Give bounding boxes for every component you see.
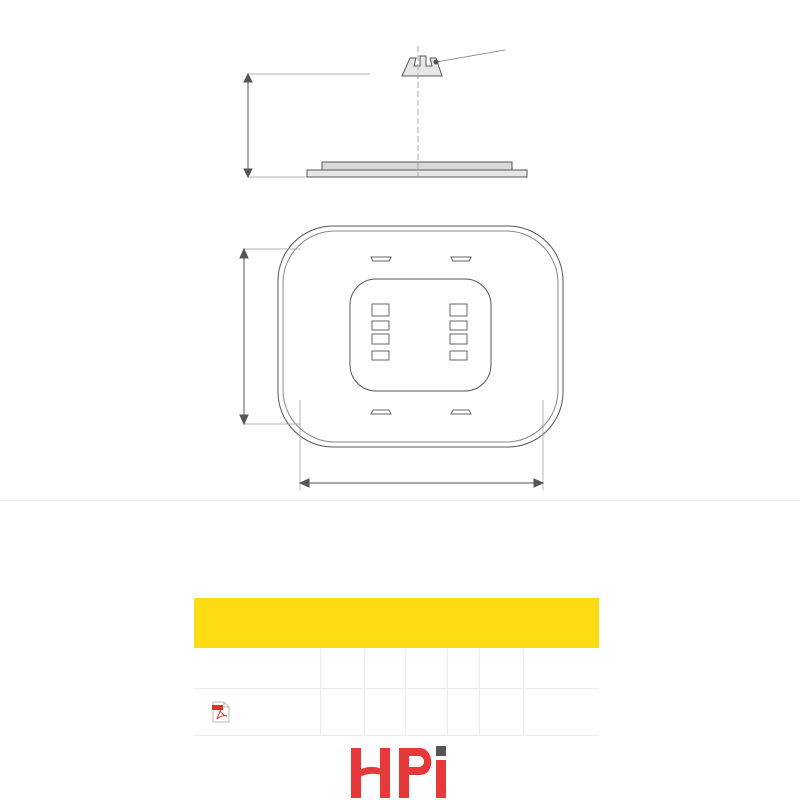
weight-value: [523, 689, 599, 736]
table-row: [194, 689, 599, 736]
pdf-icon[interactable]: [212, 701, 230, 723]
empty-header-cell: [194, 648, 320, 689]
section-divider: [0, 500, 800, 501]
column-header-row: [194, 648, 599, 689]
column-header-d: [479, 648, 523, 689]
column-header-weight: [523, 648, 599, 689]
top-view-drawing: [278, 226, 563, 447]
column-header-typ: [320, 648, 364, 689]
d-value: [479, 689, 523, 736]
c-value: [447, 689, 479, 736]
hpi-logo: [348, 745, 452, 800]
dimensions-header: [320, 598, 599, 648]
column-header-b: [405, 648, 447, 689]
product-symbol-header: [194, 598, 320, 648]
typ-value: [320, 689, 364, 736]
technical-data-table: [194, 598, 599, 736]
a-value: [364, 689, 405, 736]
product-symbol-cell: [194, 689, 320, 736]
b-value: [405, 689, 447, 736]
dimension-b: [300, 400, 543, 490]
dimension-a: [240, 249, 300, 424]
column-header-c: [447, 648, 479, 689]
column-header-a: [364, 648, 405, 689]
side-view-drawing: [307, 46, 527, 180]
table-header-row: [194, 598, 599, 648]
